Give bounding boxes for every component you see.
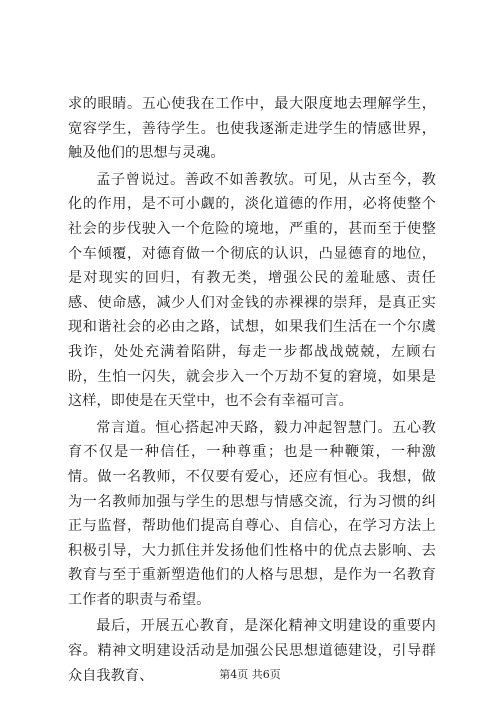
document-body (68, 92, 436, 690)
paragraph-perseverance: 常言道。恒心搭起冲天路，毅力冲起智慧门。五心教育不仅是一种信任，一种尊重；也是一种鞭策，一种激情。做一名教师，不仅要有爱心，还应有恒心。我想，做为一名教师加强与学生的思想与情感交流，行为习惯的纠正与监督，帮助他们提高自尊心、自信心，在学习方法上积极引导，大力抓住并发扬他们性格中的优点去影响、去教育与至于重新塑造他们的人格与思想，是作为一名教育工作者的职责与希望。 (68, 419, 436, 608)
paragraph-mencius: 孟子曾说过。善政不如善教欤。可见，从古至今，教化的作用，是不可小觑的，淡化道德的作用，必将使整个社会的步伐驶入一个危险的境地，严重的，甚而至于使整个车倾覆，对德育做一个彻底的认识，凸显德育的地位，是对现实的回归，有教无类，增强公民的羞耻感、责任感、使命感，减少人们对金钱的赤裸裸的崇拜，是真正实现和谐社会的必由之路，试想，如果我们生活在一个尔虞我诈，处处充满着陷阱，每走一步都战战兢兢，左顾右盼，生怕一闪失，就会步入一个万劫不复的窘境，如果是这样，即使是在天堂中，也不会有幸福可言。 (68, 171, 436, 410)
paragraph-continuation: 求的眼睛。五心使我在工作中，最大限度地去理解学生，宽容学生，善待学生。也使我逐渐走进学生的情感世界，触及他们的思想与灵魂。 (68, 96, 436, 162)
paragraph-conclusion: 最后，开展五心教育，是深化精神文明建设的重要内容。精神文明建设活动是加强公民思想道德建设，引导群众自我教育、 (68, 618, 436, 684)
page-number-footer: 第4页 共6页 (219, 668, 281, 681)
